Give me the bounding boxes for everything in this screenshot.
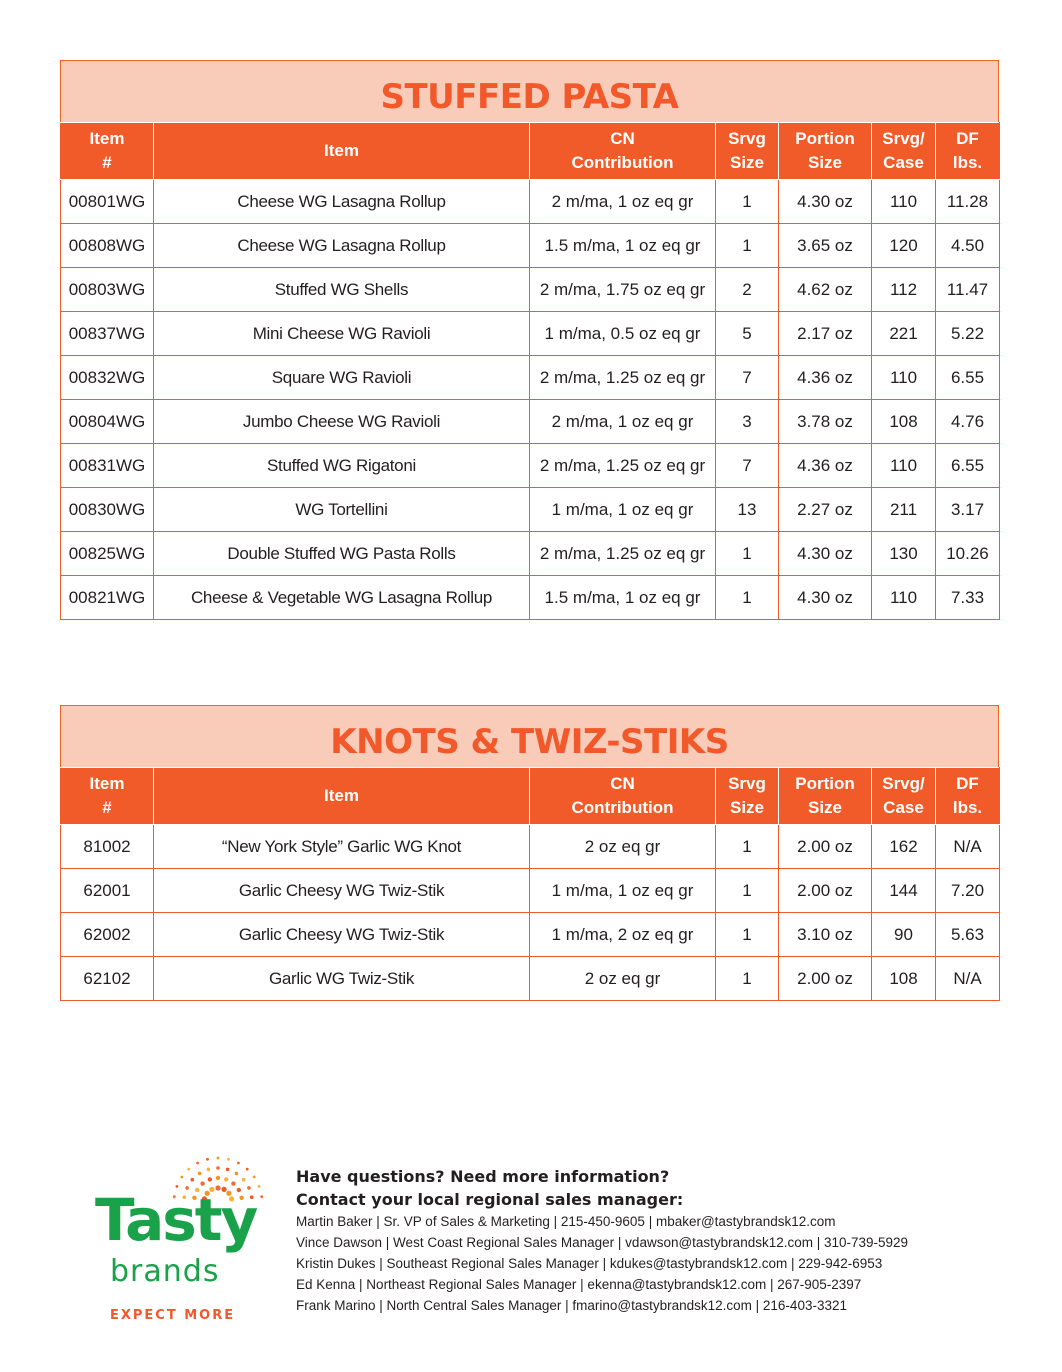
sunburst-dot [208, 1177, 212, 1181]
table-cell: 1.5 m/ma, 1 oz eq gr [530, 576, 716, 620]
table-body [61, 180, 1000, 620]
table-cell: 4.30 oz [779, 576, 872, 620]
table-cell: 4.30 oz [779, 180, 872, 224]
table-cell: 3.78 oz [779, 400, 872, 444]
table-cell: 3.10 oz [779, 913, 872, 957]
table-cell: 90 [872, 913, 936, 957]
table-cell: 1 [716, 180, 779, 224]
table-cell: 4.50 [936, 224, 1000, 268]
sunburst-dot [216, 1176, 220, 1180]
contact-list [296, 1211, 1016, 1316]
contact-block [296, 1165, 1016, 1316]
table-cell: N/A [936, 957, 1000, 1001]
tasty-brands-logo [90, 1150, 280, 1323]
sunburst-dot [235, 1172, 239, 1176]
table-cell: 62001 [61, 869, 154, 913]
table-cell: 00804WG [61, 400, 154, 444]
table-cell: 62002 [61, 913, 154, 957]
table-cell: 6.55 [936, 444, 1000, 488]
table-cell: 211 [872, 488, 936, 532]
contact-subheading: Contact your local regional sales manager: [296, 1190, 684, 1209]
sunburst-dot [216, 1166, 220, 1170]
table-cell: Jumbo Cheese WG Ravioli [154, 400, 530, 444]
table-cell: 11.28 [936, 180, 1000, 224]
table-cell: 162 [872, 825, 936, 869]
table-cell: 1 m/ma, 0.5 oz eq gr [530, 312, 716, 356]
table-cell: 7.33 [936, 576, 1000, 620]
table-cell: 3.65 oz [779, 224, 872, 268]
sunburst-dot [206, 1158, 209, 1161]
table-cell: 00837WG [61, 312, 154, 356]
table-cell: 4.62 oz [779, 268, 872, 312]
table-cell: 5.63 [936, 913, 1000, 957]
table-cell: Cheese WG Lasagna Rollup [154, 224, 530, 268]
sunburst-dot [242, 1178, 246, 1182]
table-cell: Square WG Ravioli [154, 356, 530, 400]
table-row [61, 444, 1000, 488]
column-header: Portion Size [779, 123, 872, 180]
table-cell: 7 [716, 444, 779, 488]
contact-line: Ed Kenna | Northeast Regional Sales Manager | ekenna@tastybrandsk12.com | 267-905-2397 [296, 1277, 862, 1292]
sunburst-dot [196, 1162, 199, 1165]
table-cell: 1 m/ma, 1 oz eq gr [530, 869, 716, 913]
sunburst-dot [198, 1172, 202, 1176]
contact-line: Vince Dawson | West Coast Regional Sales Manager | vdawson@tastybrandsk12.com | 310-739-5929 [296, 1235, 909, 1250]
table-cell: 110 [872, 356, 936, 400]
column-header: Srvg/ Case [872, 123, 936, 180]
table-cell: 2.17 oz [779, 312, 872, 356]
section-title: STUFFED PASTA [380, 76, 679, 117]
column-header: DF lbs. [936, 123, 1000, 180]
sunburst-dot [191, 1178, 195, 1182]
section-banner [60, 60, 999, 122]
table-cell: 2 m/ma, 1.25 oz eq gr [530, 356, 716, 400]
sunburst-dot [187, 1168, 190, 1171]
table-row [61, 180, 1000, 224]
table-cell: 3 [716, 400, 779, 444]
table-cell: 6.55 [936, 356, 1000, 400]
table-cell: 13 [716, 488, 779, 532]
table-cell: 81002 [61, 825, 154, 869]
table-cell: Stuffed WG Rigatoni [154, 444, 530, 488]
table-cell: 00801WG [61, 180, 154, 224]
table-row [61, 400, 1000, 444]
table-cell: 1 m/ma, 2 oz eq gr [530, 913, 716, 957]
table-cell: 62102 [61, 957, 154, 1001]
table-cell: 1 [716, 825, 779, 869]
table-cell: Garlic Cheesy WG Twiz-Stik [154, 869, 530, 913]
table-cell: 1 [716, 224, 779, 268]
table-cell: 1 [716, 913, 779, 957]
table-cell: 10.26 [936, 532, 1000, 576]
sunburst-dot [226, 1168, 230, 1172]
sunburst-dot [224, 1177, 228, 1181]
table-cell: 00830WG [61, 488, 154, 532]
table-cell: Garlic WG Twiz-Stik [154, 957, 530, 1001]
table-cell: 7.20 [936, 869, 1000, 913]
table-cell: 2 oz eq gr [530, 825, 716, 869]
table-cell: N/A [936, 825, 1000, 869]
table-cell: 2 m/ma, 1.25 oz eq gr [530, 444, 716, 488]
table-cell: 00821WG [61, 576, 154, 620]
table-cell: 1 [716, 869, 779, 913]
sunburst-dot [237, 1162, 240, 1165]
table-cell: 120 [872, 224, 936, 268]
table-cell: 2 m/ma, 1.25 oz eq gr [530, 532, 716, 576]
table-cell: Mini Cheese WG Ravioli [154, 312, 530, 356]
table-row [61, 224, 1000, 268]
table-body [61, 825, 1000, 1001]
table-cell: 00832WG [61, 356, 154, 400]
table-cell: 7 [716, 356, 779, 400]
table-cell: WG Tortellini [154, 488, 530, 532]
table-cell: 00808WG [61, 224, 154, 268]
column-header: Item [154, 123, 530, 180]
table-cell: 2.27 oz [779, 488, 872, 532]
table-cell: 144 [872, 869, 936, 913]
table-row [61, 532, 1000, 576]
table-row [61, 913, 1000, 957]
table-row [61, 576, 1000, 620]
table-cell: Cheese & Vegetable WG Lasagna Rollup [154, 576, 530, 620]
table-cell: 00831WG [61, 444, 154, 488]
column-header: DF lbs. [936, 768, 1000, 825]
table-header-row [61, 123, 1000, 180]
table-header-row [61, 768, 1000, 825]
table-cell: 11.47 [936, 268, 1000, 312]
column-header: Srvg/ Case [872, 768, 936, 825]
table-cell: 2 m/ma, 1 oz eq gr [530, 400, 716, 444]
footer [0, 1140, 1062, 1340]
sunburst-dot [227, 1158, 230, 1161]
table-cell: 5 [716, 312, 779, 356]
sunburst-dot [253, 1176, 256, 1179]
table-cell: 108 [872, 400, 936, 444]
contact-line: Frank Marino | North Central Sales Manager | fmarino@tastybrandsk12.com | 216-403-3321 [296, 1298, 847, 1313]
sunburst-dot [260, 1195, 263, 1198]
contact-heading: Have questions? Need more information? [296, 1167, 670, 1186]
table-cell: 108 [872, 957, 936, 1001]
section-banner [60, 705, 999, 767]
table-cell: 2.00 oz [779, 869, 872, 913]
table-cell: 1.5 m/ma, 1 oz eq gr [530, 224, 716, 268]
table-cell: 110 [872, 444, 936, 488]
sunburst-dot [207, 1168, 211, 1172]
table-row [61, 488, 1000, 532]
table-cell: 2.00 oz [779, 957, 872, 1001]
section-title: KNOTS & TWIZ-STIKS [330, 721, 729, 762]
table-cell: 4.30 oz [779, 532, 872, 576]
table-cell: 1 [716, 532, 779, 576]
table-cell: 2 [716, 268, 779, 312]
knots-table [60, 767, 1000, 1001]
sunburst-dot [217, 1157, 220, 1160]
column-header: Portion Size [779, 768, 872, 825]
column-header: Item # [61, 768, 154, 825]
sunburst-dot [258, 1185, 261, 1188]
column-header: CN Contribution [530, 123, 716, 180]
logo-wordmark: Tasty [95, 1186, 257, 1254]
table-cell: 00803WG [61, 268, 154, 312]
table-row [61, 825, 1000, 869]
column-header: CN Contribution [530, 768, 716, 825]
table-row [61, 356, 1000, 400]
table-cell: Garlic Cheesy WG Twiz-Stik [154, 913, 530, 957]
table-cell: 110 [872, 180, 936, 224]
table-cell: 4.36 oz [779, 356, 872, 400]
table-cell: 4.76 [936, 400, 1000, 444]
table-cell: Double Stuffed WG Pasta Rolls [154, 532, 530, 576]
column-header: Item # [61, 123, 154, 180]
table-cell: 112 [872, 268, 936, 312]
table-cell: 5.22 [936, 312, 1000, 356]
table-cell: 2 m/ma, 1.75 oz eq gr [530, 268, 716, 312]
stuffed-pasta-section [60, 60, 999, 620]
column-header: Item [154, 768, 530, 825]
table-cell: 130 [872, 532, 936, 576]
contact-line: Kristin Dukes | Southeast Regional Sales Manager | kdukes@tastybrandsk12.com | 229-942-6953 [296, 1256, 883, 1271]
table-row [61, 312, 1000, 356]
table-cell: 4.36 oz [779, 444, 872, 488]
table-row [61, 869, 1000, 913]
table-cell: 221 [872, 312, 936, 356]
table-row [61, 268, 1000, 312]
table-cell: 2 m/ma, 1 oz eq gr [530, 180, 716, 224]
contact-line: Martin Baker | Sr. VP of Sales & Marketing | 215-450-9605 | mbaker@tastybrandsk12.com [296, 1214, 836, 1229]
table-row [61, 957, 1000, 1001]
table-cell: 2 oz eq gr [530, 957, 716, 1001]
table-cell: 2.00 oz [779, 825, 872, 869]
knots-section [60, 705, 999, 1001]
table-cell: 00825WG [61, 532, 154, 576]
logo-subword: brands [110, 1254, 220, 1289]
table-cell: 1 [716, 957, 779, 1001]
table-cell: 1 m/ma, 1 oz eq gr [530, 488, 716, 532]
column-header: Srvg Size [716, 768, 779, 825]
table-cell: “New York Style” Garlic WG Knot [154, 825, 530, 869]
table-cell: 1 [716, 576, 779, 620]
column-header: Srvg Size [716, 123, 779, 180]
logo-tagline: EXPECT MORE [110, 1308, 236, 1323]
table-cell: Stuffed WG Shells [154, 268, 530, 312]
table-cell: 110 [872, 576, 936, 620]
table-cell: Cheese WG Lasagna Rollup [154, 180, 530, 224]
sunburst-dot [246, 1168, 249, 1171]
stuffed-pasta-table [60, 122, 1000, 620]
table-cell: 3.17 [936, 488, 1000, 532]
sunburst-dot [180, 1176, 183, 1179]
